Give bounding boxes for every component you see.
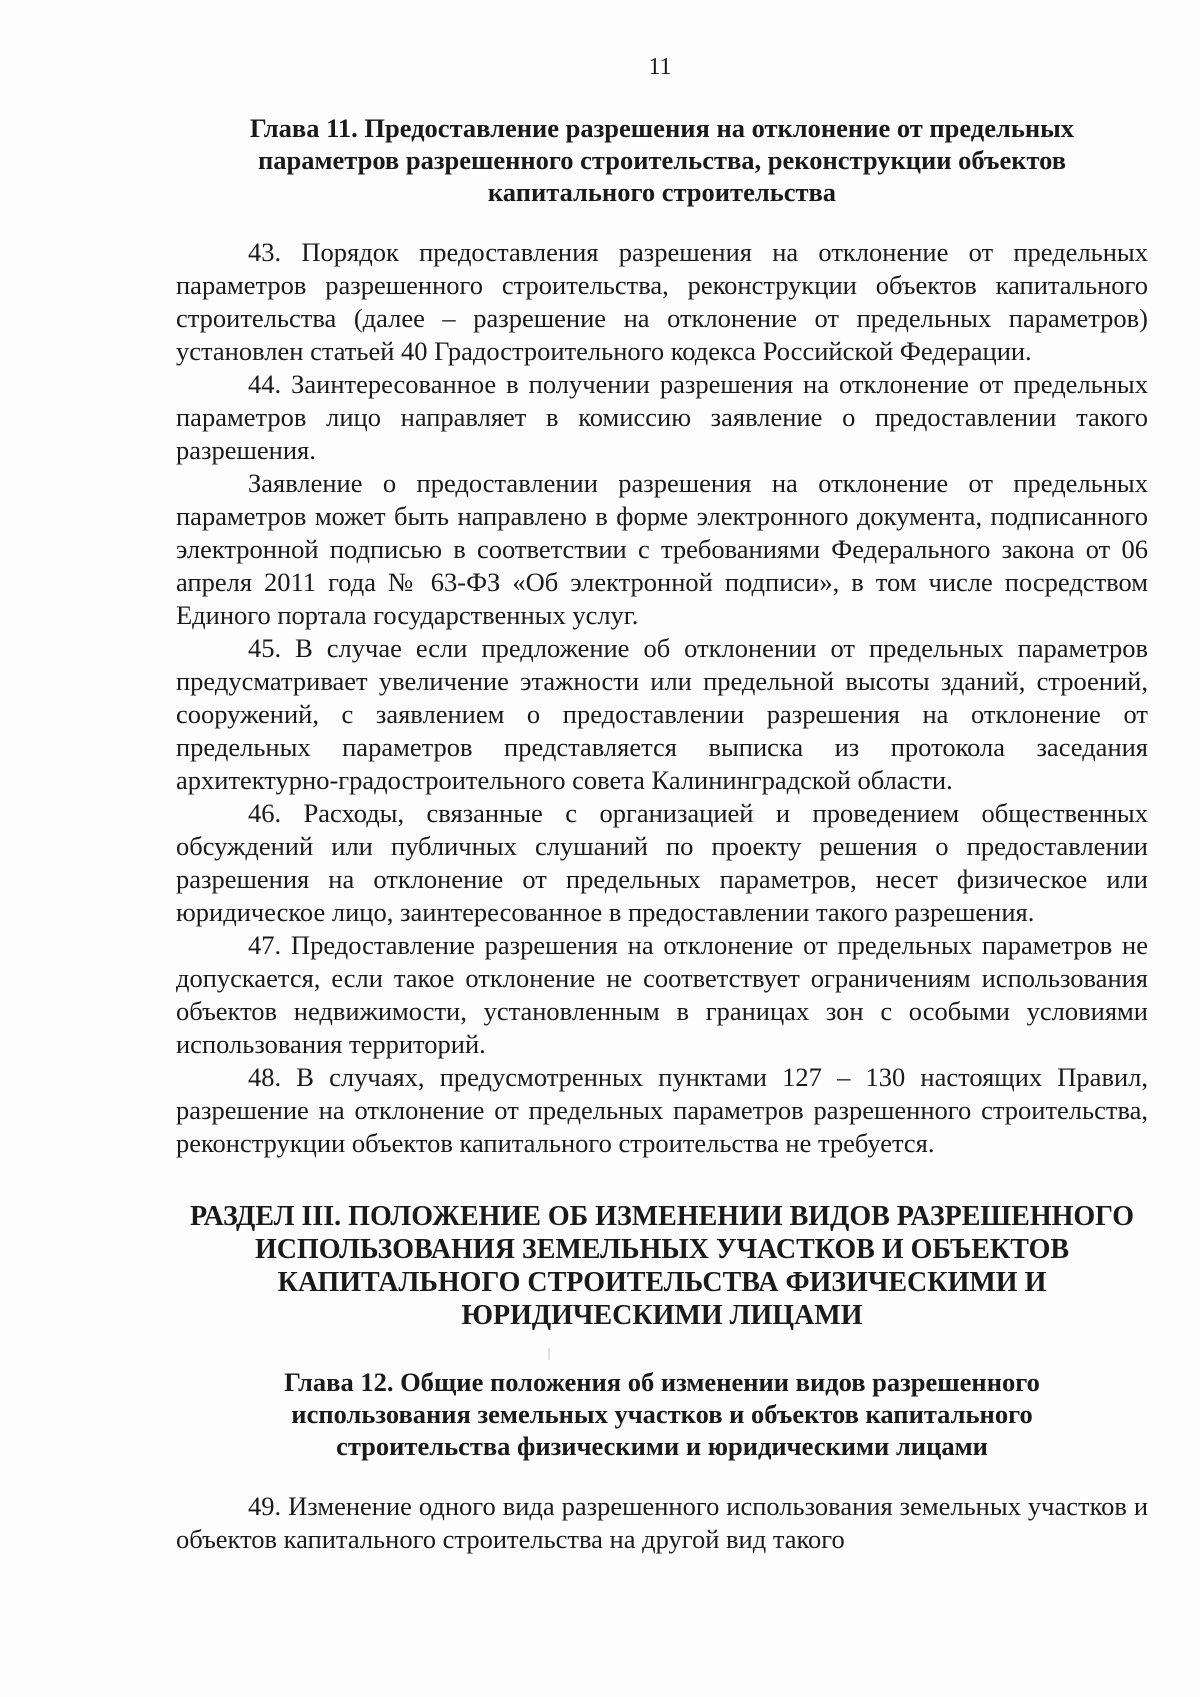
paragraph-44: 44. Заинтересованное в получении разрешения на отклонение от предельных параметров лицо направляет в комиссию заявление о предоставлении такого разрешения. (176, 369, 1148, 465)
paragraph-44-electronic: Заявление о предоставлении разрешения на отклонение от предельных параметров может быть направлено в форме электронного документа, подписанного электронной подписью в соответствии с требованиями Федерального закона от 06 апреля 2011 года № 63-ФЗ «Об электронной подписи», в том числе посредством Единого портала государственных услуг. (176, 468, 1148, 630)
chapter-11-paragraphs (176, 236, 1148, 1160)
paragraph-49: 49. Изменение одного вида разрешенного использования земельных участков и объектов капитального строительства на другой вид такого (176, 1491, 1148, 1554)
document-body (176, 112, 1148, 1556)
paragraph-47: 47. Предоставление разрешения на отклонение от предельных параметров не допускается, если такое отклонение не соответствует ограничениям использования объектов недвижимости, установленным в границах зон с особыми условиями использования территорий. (176, 930, 1148, 1059)
scan-artifact (548, 1348, 550, 1360)
chapter-11-heading: Глава 11. Предоставление разрешения на отклонение от предельных параметров разрешенного строительства, реконструкции объектов капитального строительства (249, 113, 1075, 207)
paragraph-45: 45. В случае если предложение об отклонении от предельных параметров предусматривает увеличение этажности или предельной высоты зданий, строений, сооружений, с заявлением о предоставлении разрешения на отклонение от предельных параметров представляется выписка из протокола заседания архитектурно-градостроительного совета Калининградской области. (176, 633, 1148, 795)
paragraph-48: 48. В случаях, предусмотренных пунктами 127 – 130 настоящих Правил, разрешение на отклонение от предельных параметров разрешенного строительства, реконструкции объектов капитального строительства не требуется. (176, 1062, 1148, 1158)
section-3-heading: РАЗДЕЛ III. ПОЛОЖЕНИЕ ОБ ИЗМЕНЕНИИ ВИДОВ РАЗРЕШЕННОГО ИСПОЛЬЗОВАНИЯ ЗЕМЕЛЬНЫХ УЧАСТКОВ И ОБЪЕКТОВ КАПИТАЛЬНОГО СТРОИТЕЛЬСТВА ФИЗИЧЕСКИМИ И ЮРИДИЧЕСКИМИ ЛИЦАМИ (189, 1201, 1135, 1331)
paragraph-43: 43. Порядок предоставления разрешения на отклонение от предельных параметров разрешенного строительства, реконструкции объектов капитального строительства (далее – разрешение на отклонение от предельных параметров) установлен статьей 40 Градостроительного кодекса Российской Федерации. (176, 237, 1148, 366)
chapter-12-paragraphs (176, 1490, 1148, 1556)
chapter-12-heading: Глава 12. Общие положения об изменении видов разрешенного использования земельных участков и объектов капитального строительства физическими и юридическими лицами (284, 1367, 1040, 1461)
page-number: 11 (648, 54, 672, 80)
paragraph-46: 46. Расходы, связанные с организацией и проведением общественных обсуждений или публичных слушаний по проекту решения о предоставлении разрешения на отклонение от предельных параметров, несет физическое или юридическое лицо, заинтересованное в предоставлении такого разрешения. (176, 798, 1148, 927)
